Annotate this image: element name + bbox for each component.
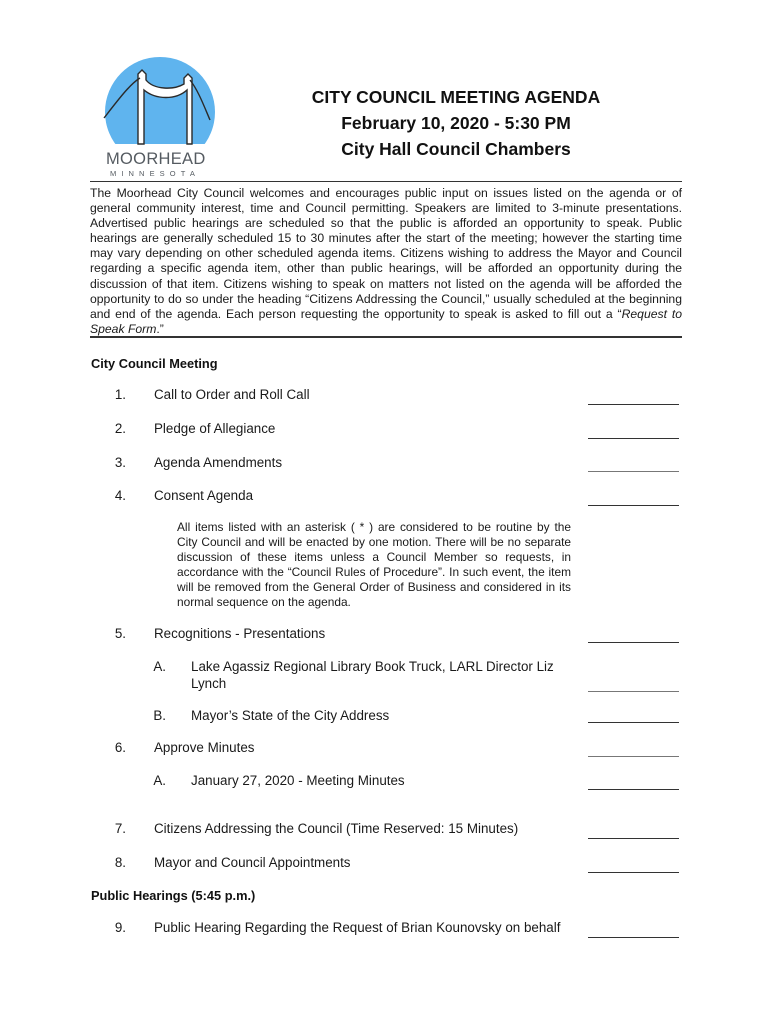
item-line [588, 789, 679, 790]
item-line [588, 756, 679, 757]
agenda-item-public-hearing: Public Hearing Regarding the Request of Brian Kounovsky on behalf [154, 920, 561, 935]
item-line [588, 471, 679, 472]
agenda-item-amendments: Agenda Amendments [154, 455, 283, 470]
intro-paragraph [90, 186, 682, 337]
item-number: 7. [114, 821, 126, 836]
subitem-letter: A. [153, 659, 166, 674]
item-line [588, 404, 679, 405]
agenda-item-appointments: Mayor and Council Appointments [154, 855, 351, 870]
item-number: 3. [114, 455, 126, 470]
agenda-item-recognitions: Recognitions - Presentations [154, 626, 326, 641]
agenda-subitem-state-of-city: Mayor’s State of the City Address [191, 708, 390, 723]
intro-text: The Moorhead City Council welcomes and encourages public input on issues listed on the agenda or of general community interest, time and Council permitting. Speakers are limited to 3-minute presentations. Advertised public hearings are scheduled so that the public is afforded an opportunity to speak. Public hearings are generally scheduled 15 to 30 minutes after the start of the meeting; however the starting time may vary depending on other scheduled agenda items. Citizens wishing to address the Mayor and Council regarding a specific agenda item, other than public hearings, will be afforded an opportunity during the discussion of that item. Citizens wishing to speak on matters not listed on the agenda will be afforded the opportunity to do so under the heading “Citizens Addressing the Council,” usually scheduled at the beginning and end of the agenda. Each person requesting the opportunity to speak is asked to fill out a “ [90, 186, 682, 321]
moorhead-logo [94, 56, 224, 178]
agenda-item-consent: Consent Agenda [154, 488, 254, 503]
item-number: 5. [114, 626, 126, 641]
item-number: 4. [114, 488, 126, 503]
item-number: 1. [114, 387, 126, 402]
meeting-location: City Hall Council Chambers [341, 139, 571, 159]
agenda-item-call-to-order: Call to Order and Roll Call [154, 387, 310, 402]
agenda-item-approve-minutes: Approve Minutes [154, 740, 255, 755]
logo-state: MINNESOTA [110, 169, 200, 178]
item-line [588, 691, 679, 692]
subitem-letter: A. [153, 773, 166, 788]
subitem-letter: B. [153, 708, 166, 723]
agenda-subitem-jan-minutes: January 27, 2020 - Meeting Minutes [191, 773, 405, 788]
agenda-header [256, 84, 656, 162]
item-number: 6. [114, 740, 126, 755]
agenda-item-pledge: Pledge of Allegiance [154, 421, 276, 436]
item-line [588, 838, 679, 839]
item-line [588, 505, 679, 506]
top-divider [90, 181, 682, 182]
item-line [588, 872, 679, 873]
meeting-date: February 10, 2020 - 5:30 PM [341, 113, 571, 133]
agenda-subitem-book-truck: Lake Agassiz Regional Library Book Truck, LARL Director Liz Lynch [191, 659, 554, 691]
item-line [588, 722, 679, 723]
section-city-council-meeting: City Council Meeting [91, 356, 218, 371]
agenda-title: CITY COUNCIL MEETING AGENDA [311, 87, 601, 107]
item-number: 9. [114, 920, 126, 935]
intro-text-end: .” [156, 321, 164, 336]
consent-agenda-note: All items listed with an asterisk ( * ) are considered to be routine by the City Council and will be enacted by one motion. There will be no separate discussion of these items unless a Council Member so requests, in accordance with the “Council Rules of Procedure”. In such event, the item will be removed from the General Order of Business and considered in its normal sequence on the agenda. [177, 520, 571, 610]
section-public-hearings: Public Hearings (5:45 p.m.) [91, 888, 256, 903]
item-line [588, 642, 679, 643]
intro-divider [90, 336, 682, 338]
item-line [588, 937, 679, 938]
item-number: 2. [114, 421, 126, 436]
logo-wordmark: MOORHEAD [106, 150, 206, 168]
item-number: 8. [114, 855, 126, 870]
agenda-item-citizens-addressing: Citizens Addressing the Council (Time Reserved: 15 Minutes) [154, 821, 519, 836]
request-form-name: Request to Speak Form [90, 306, 682, 336]
item-line [588, 438, 679, 439]
